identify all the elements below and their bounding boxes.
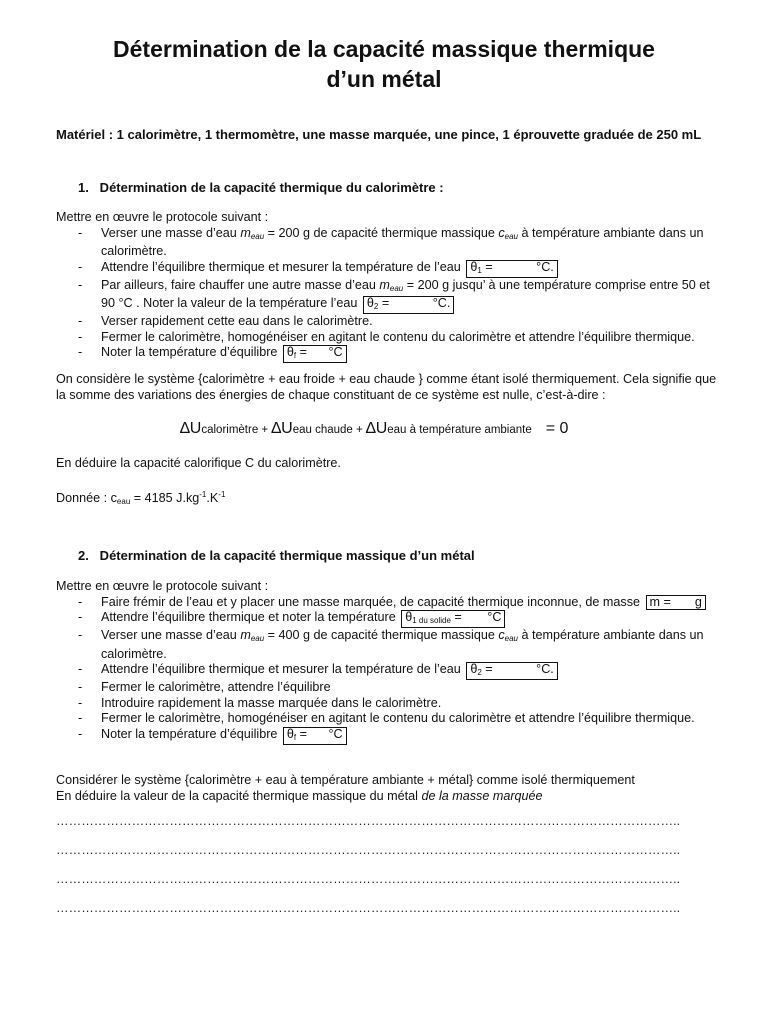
equals-sign: = bbox=[296, 345, 311, 359]
section-1-title: 1. Détermination de la capacité thermique du calorimètre : bbox=[78, 180, 444, 195]
s2-step-6: - Introduire rapidement la masse marquée dans le calorimètre. bbox=[56, 696, 721, 712]
theta-symbol: θ bbox=[286, 345, 294, 359]
section-1-steps bbox=[56, 226, 721, 364]
answer-line-4[interactable]: ………………………………………………………………………………………………………………………………….. bbox=[56, 901, 681, 915]
theta2-field[interactable] bbox=[363, 296, 454, 314]
section-2-consider: Considérer le système {calorimètre + eau à température ambiante + métal} comme isolé thermiquement bbox=[56, 773, 635, 787]
theta-symbol: θ bbox=[286, 726, 294, 741]
theta-symbol: θ bbox=[405, 610, 413, 624]
s1-step3-m: m bbox=[379, 277, 390, 292]
eq-plus: + bbox=[258, 424, 272, 436]
equals-sign: = bbox=[450, 610, 466, 624]
theta1-field[interactable] bbox=[466, 260, 557, 278]
s2-step2-text: Attendre l’équilibre thermique et noter la température bbox=[101, 610, 396, 624]
section-2-protocol bbox=[56, 579, 721, 745]
s1-step-5: - Fermer le calorimètre, homogénéiser en agitant le contenu du calorimètre et attendre l’équilibre thermique. bbox=[56, 330, 721, 346]
donnee-exp-2: -1 bbox=[218, 490, 226, 499]
s2-step-8 bbox=[56, 727, 721, 745]
s1-step1-text-b: = 200 g de capacité thermique massique bbox=[264, 225, 499, 240]
section-2-conclusion bbox=[56, 773, 721, 804]
mass-label: m = bbox=[649, 594, 671, 609]
page-title bbox=[0, 34, 768, 94]
theta2-field-s2[interactable] bbox=[466, 662, 557, 680]
section-1-deduce: En déduire la capacité calorifique C du calorimètre. bbox=[56, 456, 341, 470]
title-line-1: Détermination de la capacité massique thermique bbox=[113, 36, 655, 62]
theta-sub: f bbox=[293, 351, 297, 360]
answer-line-2[interactable]: ………………………………………………………………………………………………………………………………….. bbox=[56, 843, 681, 857]
s2-step1-text: Faire frémir de l’eau et y placer une masse marquée, de capacité thermique inconnue, de masse bbox=[101, 594, 641, 609]
thetaf-field-s2[interactable] bbox=[283, 727, 347, 745]
deduce-italic: de la masse marquée bbox=[421, 788, 543, 803]
unit-celsius: °C bbox=[328, 726, 343, 741]
s2-m-sub: eau bbox=[250, 634, 265, 643]
section-2-intro: Mettre en œuvre le protocole suivant : bbox=[56, 579, 269, 593]
eq-sub-3: eau à température ambiante bbox=[387, 424, 532, 436]
s1-c-symbol: c bbox=[498, 225, 505, 240]
deduce-text: En déduire la valeur de la capacité thermique massique du métal bbox=[56, 788, 422, 803]
s2-step-2 bbox=[56, 610, 721, 628]
answer-line-3[interactable]: ………………………………………………………………………………………………………………………………….. bbox=[56, 872, 681, 886]
section-2-deduce bbox=[56, 789, 721, 805]
s1-step-1 bbox=[56, 226, 721, 260]
s1-step3-text-b: = 200 g jusqu’ à une température comprise entre 50 et 90 °C . Noter la valeur de la température l’eau bbox=[101, 277, 710, 310]
unit-celsius: °C. bbox=[536, 662, 554, 676]
s1-step6-text: Noter la température d’équilibre bbox=[101, 345, 278, 359]
donnee-label: Donnée : c bbox=[56, 491, 117, 505]
theta-symbol: θ bbox=[470, 662, 478, 676]
unit-celsius: °C. bbox=[432, 296, 451, 310]
equals-sign: = bbox=[481, 259, 497, 274]
unit-gram: g bbox=[694, 594, 702, 609]
eq-zero: = 0 bbox=[545, 420, 569, 437]
donnee-exp-1: -1 bbox=[199, 490, 207, 499]
unit-celsius: °C bbox=[487, 610, 502, 624]
theta-sub: f bbox=[293, 732, 297, 742]
section-2-steps bbox=[56, 595, 721, 745]
theta-sub: 1 du solide bbox=[412, 616, 451, 625]
theta-sub: 1 bbox=[477, 265, 482, 275]
s1-step-2 bbox=[56, 260, 721, 278]
unit-celsius: °C. bbox=[536, 259, 554, 274]
answer-line-1[interactable]: ………………………………………………………………………………………………………………………………….. bbox=[56, 814, 681, 828]
s1-step-6 bbox=[56, 345, 721, 363]
section-2-title: 2. Détermination de la capacité thermique massique d’un métal bbox=[78, 548, 475, 563]
delta-u: ∆U bbox=[180, 420, 202, 437]
theta-symbol: θ bbox=[366, 296, 374, 310]
s1-step3-msub: eau bbox=[389, 283, 404, 293]
equals-sign: = bbox=[378, 296, 393, 310]
donnee-sub: eau bbox=[116, 497, 131, 506]
section-1-protocol bbox=[56, 210, 721, 363]
s1-m-symbol: m bbox=[240, 225, 251, 240]
delta-u: ∆U bbox=[271, 420, 293, 437]
s2-step3-text-a: Verser une masse d’eau bbox=[101, 628, 241, 642]
s2-c-sub: eau bbox=[504, 634, 519, 643]
s2-step-5: - Fermer le calorimètre, attendre l’équilibre bbox=[56, 680, 721, 696]
s2-step8-text: Noter la température d’équilibre bbox=[101, 726, 278, 741]
equals-sign: = bbox=[296, 726, 311, 741]
s2-c-symbol: c bbox=[498, 628, 505, 642]
s2-step-1 bbox=[56, 595, 721, 611]
s2-step3-text-b: = 400 g de capacité thermique massique bbox=[264, 628, 499, 642]
section-1-paragraph: On considère le système {calorimètre + eau froide + eau chaude } comme étant isolé thermiquement. Cela signifie que la somme des variations des énergies de chaque constituant de ce système est nulle, c’est-à-dire : bbox=[56, 372, 717, 402]
s1-m-sub: eau bbox=[250, 231, 265, 241]
s2-m-symbol: m bbox=[240, 628, 251, 642]
donnee-k: .K bbox=[206, 491, 219, 505]
theta-symbol: θ bbox=[470, 259, 478, 274]
unit-celsius: °C bbox=[328, 345, 343, 359]
s1-step1-text-a: Verser une masse d’eau bbox=[101, 225, 241, 240]
s1-step2-text: Attendre l’équilibre thermique et mesurer la température de l’eau bbox=[101, 259, 461, 274]
section-1-intro: Mettre en œuvre le protocole suivant : bbox=[56, 210, 269, 224]
title-line-2: d’un métal bbox=[326, 66, 442, 92]
eq-sub-1: calorimètre bbox=[201, 424, 259, 436]
theta-sub: 2 bbox=[373, 302, 379, 311]
eq-sub-2: eau chaude bbox=[292, 424, 353, 436]
s2-step4-text: Attendre l’équilibre thermique et mesurer la température de l’eau bbox=[101, 662, 461, 676]
s2-step-3 bbox=[56, 628, 721, 662]
donnee bbox=[56, 487, 225, 510]
s1-step-4: - Verser rapidement cette eau dans le calorimètre. bbox=[56, 314, 721, 330]
equals-sign: = bbox=[481, 662, 497, 676]
s1-step3-text-a: Par ailleurs, faire chauffer une autre masse d’eau bbox=[101, 277, 380, 292]
delta-u: ∆U bbox=[365, 420, 388, 437]
materiel-list: Matériel : 1 calorimètre, 1 thermomètre, une masse marquée, une pince, 1 éprouvette graduée de 250 mL bbox=[56, 127, 702, 142]
donnee-value: = 4185 J.kg bbox=[130, 491, 200, 505]
mass-field[interactable] bbox=[646, 595, 706, 610]
thetaf-field[interactable] bbox=[283, 345, 347, 363]
s1-step1-text-d: à température ambiante dans un calorimètre. bbox=[101, 225, 704, 258]
eq-plus: + bbox=[352, 424, 366, 436]
s2-step-4 bbox=[56, 662, 721, 680]
s1-step-3 bbox=[56, 278, 721, 315]
theta-sub: 2 bbox=[477, 668, 482, 677]
s2-step-7: - Fermer le calorimètre, homogénéiser en agitant le contenu du calorimètre et attendre l’équilibre thermique. bbox=[56, 711, 721, 727]
theta1-solid-field[interactable] bbox=[401, 610, 505, 628]
s1-c-sub: eau bbox=[504, 231, 519, 241]
s2-step3-text-d: à température ambiante dans un calorimètre. bbox=[101, 628, 704, 661]
energy-equation bbox=[180, 420, 568, 438]
